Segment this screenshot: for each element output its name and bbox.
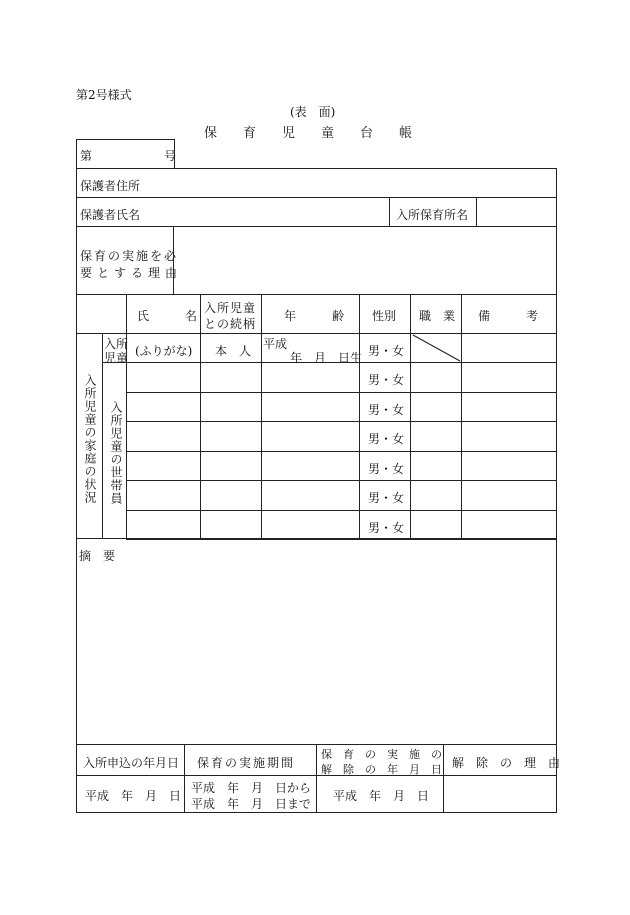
bottom-header-period: 保育の実施期間 xyxy=(184,744,317,776)
child-name-field[interactable]: (ふりがな) xyxy=(126,333,201,363)
side-label: (表 面) xyxy=(290,105,336,119)
member-sex-value: 男・女 xyxy=(368,521,405,535)
child-note-field[interactable] xyxy=(461,333,557,363)
member-name-field[interactable] xyxy=(126,451,201,481)
member-sex-value: 男・女 xyxy=(368,462,405,476)
page-title: 保 育 児 童 台 帳 xyxy=(204,126,413,141)
release-reason-field[interactable] xyxy=(443,775,557,813)
child-birth-field[interactable]: 平成 年 月 日生 xyxy=(261,333,360,363)
member-age-field[interactable] xyxy=(261,451,360,481)
guardian-name-field[interactable] xyxy=(76,197,390,227)
household-label: 入所児童の世帯員 xyxy=(109,401,123,505)
member-name-field[interactable] xyxy=(126,480,201,511)
guardian-address-field[interactable] xyxy=(76,168,557,198)
reason-label-cell xyxy=(76,226,183,295)
member-job-field[interactable] xyxy=(410,362,462,393)
reason-label-1: 保育の実施を必 xyxy=(80,249,179,263)
header-sex: 性別 xyxy=(359,294,411,334)
member-relation-field[interactable] xyxy=(200,362,262,393)
child-label-cell: 入所 児童 xyxy=(102,333,127,363)
household-label-cell xyxy=(102,362,127,539)
member-note-field[interactable] xyxy=(461,480,557,511)
family-side-label: 入所児童の家庭の状況 xyxy=(83,374,97,504)
form-number: 第2号様式 xyxy=(76,88,132,102)
member-relation-field[interactable] xyxy=(200,421,262,452)
member-sex-field[interactable] xyxy=(359,421,411,452)
member-note-field[interactable] xyxy=(461,451,557,481)
bottom-header-reason: 解 除 の 理 由 xyxy=(443,744,557,776)
member-sex-field[interactable] xyxy=(359,510,411,540)
member-sex-field[interactable] xyxy=(359,362,411,393)
reason-label-2: 要とする理由 xyxy=(80,266,183,280)
member-sex-field[interactable] xyxy=(359,480,411,511)
slash-line xyxy=(411,334,461,362)
header-relation: 入所児童 との続柄 xyxy=(200,294,262,334)
member-age-field[interactable] xyxy=(261,480,360,511)
facility-field[interactable] xyxy=(476,197,557,227)
member-relation-field[interactable] xyxy=(200,510,262,540)
member-age-field[interactable] xyxy=(261,362,360,393)
release-date-field[interactable]: 平成 年 月 日 xyxy=(316,775,444,813)
member-name-field[interactable] xyxy=(126,392,201,422)
apply-date-field[interactable]: 平成 年 月 日 xyxy=(76,775,185,813)
member-sex-field[interactable] xyxy=(359,451,411,481)
period-field[interactable]: 平成 年 月 日から 平成 年 月 日まで xyxy=(184,775,317,813)
member-note-field[interactable] xyxy=(461,510,557,540)
member-age-field[interactable] xyxy=(261,421,360,452)
child-job-slashed xyxy=(410,333,462,363)
member-job-field[interactable] xyxy=(410,392,462,422)
member-sex-value: 男・女 xyxy=(368,403,405,417)
member-job-field[interactable] xyxy=(410,510,462,540)
member-note-field[interactable] xyxy=(461,392,557,422)
member-relation-field[interactable] xyxy=(200,451,262,481)
member-age-field[interactable] xyxy=(261,510,360,540)
bottom-header-apply: 入所申込の年月日 xyxy=(76,744,185,776)
member-relation-field[interactable] xyxy=(200,392,262,422)
header-job: 職 業 xyxy=(410,294,462,334)
summary-field[interactable] xyxy=(76,538,557,745)
number-label: 第 号 xyxy=(80,149,177,163)
member-sex-field[interactable] xyxy=(359,392,411,422)
member-sex-value: 男・女 xyxy=(368,373,405,387)
header-name: 氏 名 xyxy=(126,294,201,334)
member-sex-value: 男・女 xyxy=(368,432,405,446)
member-note-field[interactable] xyxy=(461,362,557,393)
member-name-field[interactable] xyxy=(126,510,201,540)
summary-label: 摘 要 xyxy=(79,549,116,563)
guardian-address-label: 保護者住所 xyxy=(80,179,141,193)
member-sex-value: 男・女 xyxy=(368,491,405,505)
member-job-field[interactable] xyxy=(410,480,462,511)
member-note-field[interactable] xyxy=(461,421,557,452)
reason-field[interactable] xyxy=(173,226,557,295)
member-name-field[interactable] xyxy=(126,362,201,393)
child-relation-cell: 本 人 xyxy=(200,333,262,363)
guardian-name-label: 保護者氏名 xyxy=(80,208,141,222)
member-job-field[interactable] xyxy=(410,421,462,452)
facility-label-cell xyxy=(389,197,477,227)
member-age-field[interactable] xyxy=(261,392,360,422)
header-age: 年 齢 xyxy=(261,294,360,334)
header-note: 備 考 xyxy=(461,294,557,334)
number-box[interactable] xyxy=(76,139,175,169)
family-header-blank xyxy=(76,294,127,334)
child-sex-field[interactable]: 男・女 xyxy=(359,333,411,363)
facility-label: 入所保育所名 xyxy=(396,208,469,222)
member-relation-field[interactable] xyxy=(200,480,262,511)
member-job-field[interactable] xyxy=(410,451,462,481)
family-side-label-cell xyxy=(76,333,103,539)
bottom-header-release: 保 育 の 実 施 の 解 除 の 年 月 日 xyxy=(316,744,444,776)
member-name-field[interactable] xyxy=(126,421,201,452)
